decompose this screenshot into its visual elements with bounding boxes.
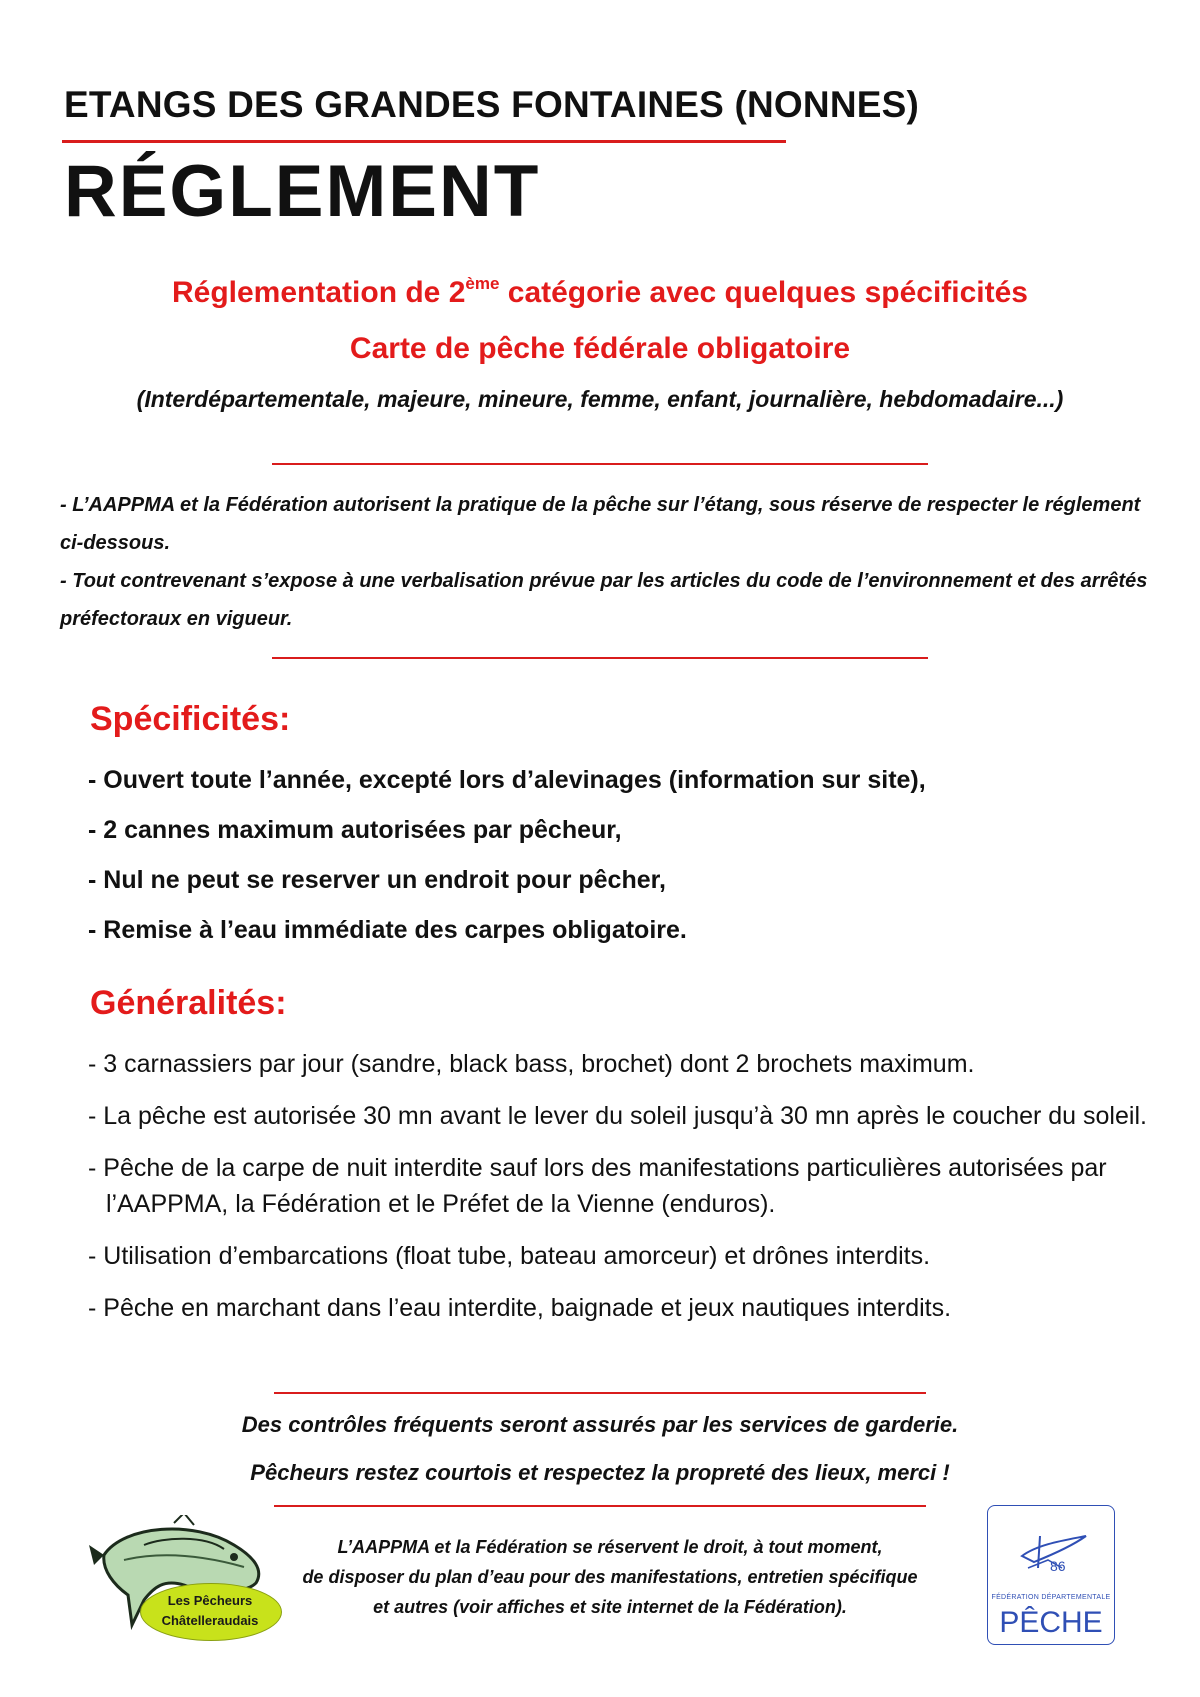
title-underline	[62, 140, 786, 143]
list-item: - Utilisation d’embarcations (float tube, bateau amorceur) et drônes interdits.	[88, 1242, 931, 1270]
divider	[272, 657, 928, 659]
category-superscript: ème	[465, 274, 500, 293]
page-title: RÉGLEMENT	[64, 151, 541, 232]
specificites-heading: Spécificités:	[90, 700, 291, 738]
category-text-start: Réglementation de 2	[171, 276, 466, 309]
intro-paragraph: - Tout contrevenant s’expose à une verbalisation prévue par les articles du code de l’environnement et des arrêtés préfectoraux en vigueur.	[60, 570, 1148, 630]
list-item: - Remise à l’eau immédiate des carpes obligatoire.	[88, 916, 687, 944]
site-title: ETANGS DES GRANDES FONTAINES (NONNES)	[64, 84, 920, 125]
disclaimer-line: et autres (voir affiches et site internet de la Fédération).	[373, 1597, 847, 1617]
logo-text: Châtelleraudais	[161, 1613, 259, 1628]
closing-line: Pêcheurs restez courtois et respectez la propreté des lieux, merci !	[250, 1460, 950, 1485]
disclaimer-line: de disposer du plan d’eau pour des manifestations, entretien spécifique	[302, 1567, 918, 1587]
federation-peche-logo	[987, 1505, 1115, 1645]
intro-text	[60, 486, 1160, 638]
disclaimer-line: L’AAPPMA et la Fédération se réservent le droit, à tout moment,	[337, 1537, 883, 1557]
logo-text: Les Pêcheurs	[167, 1593, 253, 1608]
divider	[272, 463, 928, 465]
federation-title: PÊCHE	[999, 1606, 1103, 1639]
list-item: - Nul ne peut se reserver un endroit pour pêcher,	[88, 866, 666, 894]
federation-subtitle: FÉDÉRATION DÉPARTEMENTALE	[991, 1594, 1111, 1601]
license-types-line: (Interdépartementale, majeure, mineure, femme, enfant, journalière, hebdomadaire...)	[136, 386, 1064, 412]
divider	[274, 1392, 926, 1394]
list-item: - Pêche en marchant dans l’eau interdite, baignade et jeux nautiques interdits.	[88, 1294, 952, 1322]
list-item: - Ouvert toute l’année, excepté lors d’alevinages (information sur site),	[88, 766, 926, 794]
generalites-list	[88, 1046, 1148, 1342]
logo-badge	[140, 1583, 282, 1641]
license-required-line: Carte de pêche fédérale obligatoire	[349, 332, 851, 365]
regulation-category-line	[0, 274, 1200, 310]
department-number: 86	[1050, 1558, 1066, 1574]
list-item: - Pêche de la carpe de nuit interdite sauf lors des manifestations particulières autorisées par l’AAPPMA, la Fédération et le Préfet de la Vienne (enduros).	[88, 1154, 1107, 1218]
list-item: - La pêche est autorisée 30 mn avant le lever du soleil jusqu’à 30 mn après le coucher du soleil.	[88, 1102, 1147, 1130]
category-text-end: catégorie avec quelques spécificités	[499, 276, 1028, 309]
list-item: - 3 carnassiers par jour (sandre, black bass, brochet) dont 2 brochets maximum.	[88, 1050, 975, 1078]
generalites-heading: Généralités:	[90, 984, 287, 1022]
fish-icon	[988, 1506, 1114, 1586]
closing-line: Des contrôles fréquents seront assurés par les services de garderie.	[241, 1412, 959, 1437]
intro-paragraph: - L’AAPPMA et la Fédération autorisent la pratique de la pêche sur l’étang, sous réserve de respecter le réglement ci-dessous.	[60, 494, 1141, 554]
list-item: - 2 cannes maximum autorisées par pêcheur,	[88, 816, 622, 844]
specificites-list	[88, 755, 926, 955]
footer-disclaimer	[230, 1532, 990, 1622]
pecheurs-chatelleraudais-logo	[84, 1515, 284, 1645]
divider	[274, 1505, 926, 1507]
